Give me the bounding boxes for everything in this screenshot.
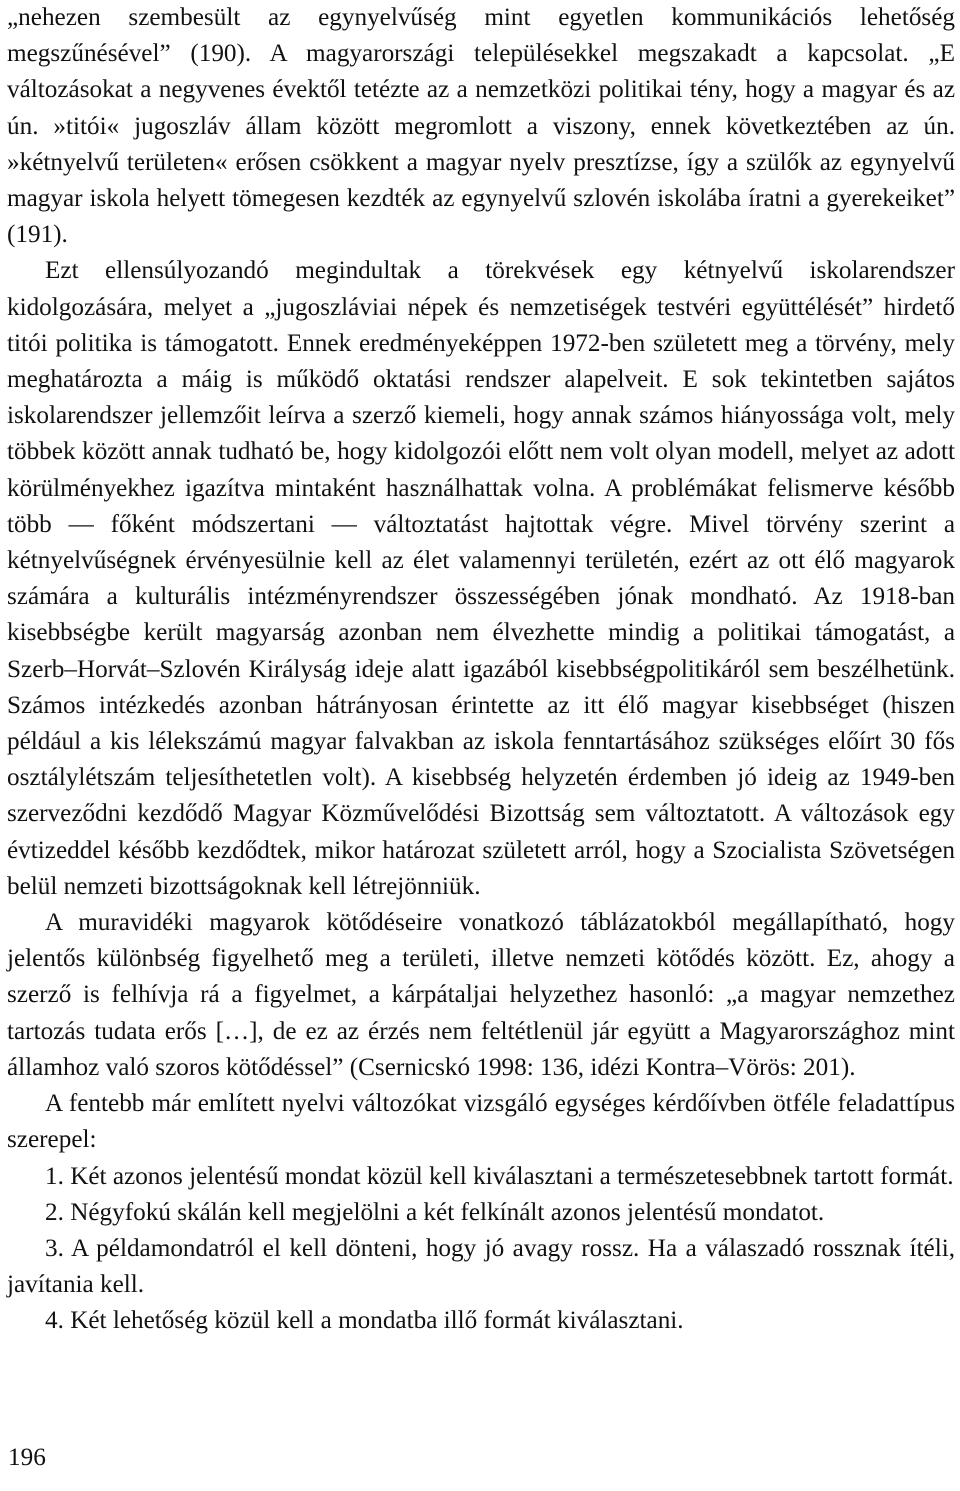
list-item: 4. Két lehetőség közül kell a mondatba illő formát kiválasztani. bbox=[45, 1307, 684, 1335]
list-item: 3. A példamondatról el kell dönteni, hogy jó avagy rossz. Ha a válaszadó rossznak ítéli, javítania kell. bbox=[7, 1234, 955, 1299]
paragraph: A fentebb már említett nyelvi változókat vizsgáló egységes kérdőívben ötféle feladattípus szerepel: bbox=[7, 1090, 955, 1154]
paragraph: A muravidéki magyarok kötődéseire vonatkozó táblázatokból megállapítható, hogy jelentős különbség figyelhető meg a területi, illetve nemzeti kötődés között. Ez, ahogy a szerző is felhívja rá a figyelmet, a kárpátaljai helyzethez hasonló: „a magyar nemzethez tartozás tudata erős […], de ez az érzés nem feltétlenül jár együtt a Magyarországhoz mint államhoz való szoros kötődéssel” (Csernicskó 1998: 136, idézi Kontra–Vörös: 201). bbox=[7, 909, 955, 1081]
paragraph: Ezt ellensúlyozandó megindultak a törekvések egy kétnyelvű iskolarendszer kidolgozására, melyet a „jugoszláviai népek és nemzetiségek testvéri együttélését” hirdető titói politika is támogatott. Ennek eredményeképpen 1972-ben született meg a törvény, mely meghatározta a máig is működő oktatási rendszer alapelveit. E sok tekintetben sajátos iskolarendszer jellemzőit leírva a szerző kiemeli, hogy annak számos hiányossága volt, mely többek között annak tudható be, hogy kidolgozói előtt nem volt olyan modell, melyet az adott körülményekhez igazítva mintaként használhattak volna. A problémákat felismerve később több — főként módszertani — változtatást hajtottak végre. Mivel törvény szerint a kétnyelvűségnek érvényesülnie kell az élet valamennyi területén, ezért az ott élő magyarok számára a kulturális intézményrendszer összességében jónak mondható. Az 1918-ban kisebbségbe került magyarság azonban nem élvezhette mindig a politikai támogatást, a Szerb–Horvát–Szlovén Királyság ideje alatt igazából kisebbségpolitikáról sem beszélhetünk. Számos intézkedés azonban hátrányosan érintette az itt élő magyar kisebbséget (hiszen például a kis lélekszámú magyar falvakban az iskola fenntartásához szükséges előírt 30 fős osztálylétszám teljesíthetetlen volt). A kisebbség helyzetén érdemben jó ideig az 1949-ben szerveződni kezdődő Magyar Közművelődési Bizottság sem változtatott. A változások egy évtizeddel később kezdődtek, mikor határozat született arról, hogy a Szocialista Szövetségen belül nemzeti bizottságoknak kell létrejönniük. bbox=[7, 257, 955, 900]
list-item: 2. Négyfokú skálán kell megjelölni a két felkínált azonos jelentésű mondatot. bbox=[45, 1198, 825, 1226]
paragraph: „nehezen szembesült az egynyelvűség mint egyetlen kommunikációs lehetőség megszűnésével” (190). A magyarországi településekkel megszakadt a kapcsolat. „E változásokat a negyvenes évektől tetézte az a nemzetközi politikai tény, hogy a magyar és az ún. »titói« jugoszláv állam között megromlott a viszony, ennek következtében az ún. »kétnyelvű területen« erősen csökkent a magyar nyelv presztízse, így a szülők az egynyelvű magyar iskola helyett tömegesen kezdték az egynyelvű szlovén iskolába íratni a gyerekeiket” (191). bbox=[7, 4, 955, 249]
list-item: 1. Két azonos jelentésű mondat közül kell kiválasztani a természetesebbnek tartott formát. bbox=[45, 1162, 954, 1190]
page-number: 196 bbox=[8, 1444, 46, 1471]
document-page bbox=[7, 0, 955, 1340]
